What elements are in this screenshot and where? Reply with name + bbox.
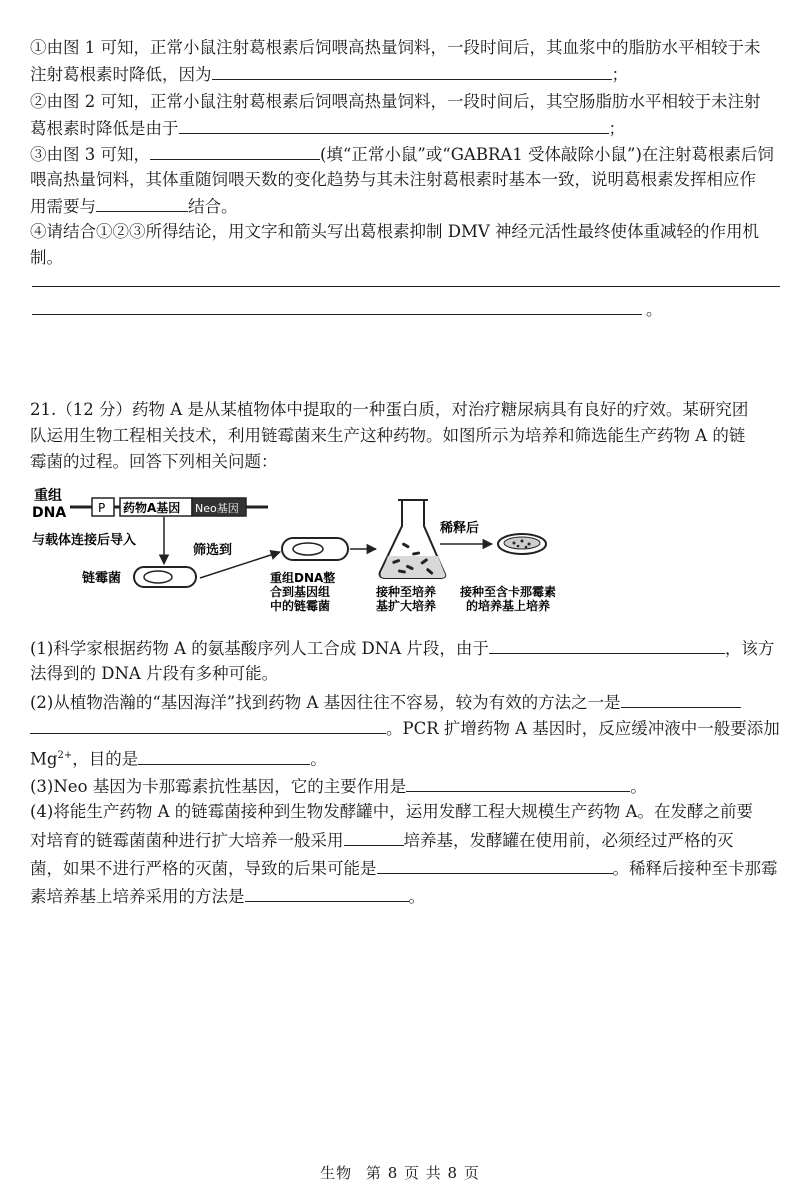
answer-blank[interactable] xyxy=(489,636,725,654)
answer-blank[interactable] xyxy=(621,690,741,708)
answer-blank[interactable] xyxy=(406,774,630,792)
q20-item4-line1: ④请结合①②③所得结论，用文字和箭头写出葛根素抑制 DMV 神经元活性最终使体重减轻的作用机 xyxy=(30,222,760,241)
recombinant-strain-label-2: 合到基因组 xyxy=(270,585,331,599)
q20-item3-line1: ③由图 3 可知， (填“正常小鼠”或“GABRA1 受体敲除小鼠”)在注射葛根素后饲 xyxy=(30,142,784,167)
q20-item2-line2: 葛根素时降低是由于 ； xyxy=(30,116,784,141)
q21-sub4-line3: 菌，如果不进行严格的灭菌，导致的后果可能是 。稀释后接种至卡那霉 xyxy=(30,856,784,881)
promoter-label: P xyxy=(98,501,106,515)
q21-sub3: (3)Neo 基因为卡那霉素抗性基因，它的主要作用是 。 xyxy=(30,774,784,799)
q21-intro-line2: 队运用生物工程相关技术，利用链霉菌来生产这种药物。如图所示为培养和筛选能生产药物 A 的链 xyxy=(30,426,746,445)
answer-blank[interactable] xyxy=(377,856,613,874)
q21-sub2-line1: (2)从植物浩瀚的“基因海洋”找到药物 A 基因往往不容易，较为有效的方法之一是 xyxy=(30,690,784,715)
recombinant-dna-label-2: DNA xyxy=(32,505,67,521)
q21-sub1-line1: (1)科学家根据药物 A 的氨基酸序列人工合成 DNA 片段，由于 ，该方 xyxy=(30,636,784,661)
q21-sub4-line2: 对培育的链霉菌菌种进行扩大培养一般采用 培养基，发酵罐在使用前，必须经过严格的灭 xyxy=(30,828,784,853)
neo-gene-label: Neo基因 xyxy=(195,502,239,515)
footer-page-number: 第 8 页 共 8 页 xyxy=(365,1164,480,1182)
dilute-label: 稀释后 xyxy=(440,521,480,536)
answer-blank[interactable] xyxy=(344,828,404,846)
answer-blank[interactable] xyxy=(245,884,409,902)
q20-item3-line3: 用需要与 结合。 xyxy=(30,194,784,219)
q20-item4-end: 。 xyxy=(646,300,663,319)
q21-intro-line3: 霉菌的过程。回答下列相关问题： xyxy=(30,452,278,471)
answer-blank[interactable] xyxy=(30,716,386,734)
q21-sub4-line1: (4)将能生产药物 A 的链霉菌接种到生物发酵罐中，运用发酵工程大规模生产药物 A。在发酵之前要 xyxy=(30,802,753,821)
q21-sub1-line2: 法得到的 DNA 片段有多种可能。 xyxy=(30,664,279,683)
recombinant-dna-label-1: 重组 xyxy=(34,488,62,504)
recombinant-strain-label-3: 中的链霉菌 xyxy=(270,599,331,613)
connect-label: 与载体连接后导入 xyxy=(32,533,137,548)
streptomyces-process-diagram xyxy=(30,486,650,616)
q21-sub4-line4: 素培养基上培养采用的方法是 。 xyxy=(30,884,784,909)
expand-culture-label-1: 接种至培养 xyxy=(376,585,437,599)
q20-item1-line1: ①由图 1 可知，正常小鼠注射葛根素后饲喂高热量饲料，一段时间后，其血浆中的脂肪水平相较于未 xyxy=(30,38,761,57)
kanamycin-culture-label-1: 接种至含卡那霉素 xyxy=(460,585,557,599)
q21-sub2-line2: 。PCR 扩增药物 A 基因时，反应缓冲液中一般要添加 xyxy=(30,716,784,741)
recombinant-cell-icon xyxy=(282,538,348,560)
q20-item3-line2: 喂高热量饲料，其体重随饲喂天数的变化趋势与其未注射葛根素时基本一致，说明葛根素发挥相应作 xyxy=(30,170,756,189)
screen-label: 筛选到 xyxy=(193,543,233,558)
page-footer xyxy=(0,1162,800,1183)
kanamycin-culture-label-2: 的培养基上培养 xyxy=(466,599,551,613)
q21-sub2-line3: $Mg^{2+}$，目的是 。 xyxy=(30,744,784,772)
streptomyces-label: 链霉菌 xyxy=(82,571,122,586)
q20-item2-line1: ②由图 2 可知，正常小鼠注射葛根素后饲喂高热量饲料，一段时间后，其空肠脂肪水平相较于未注射 xyxy=(30,92,761,111)
expand-culture-label-2: 基扩大培养 xyxy=(376,599,437,613)
answer-blank[interactable] xyxy=(179,116,609,134)
answer-blank[interactable] xyxy=(96,194,188,212)
q20-item4-line2: 制。 xyxy=(30,248,63,267)
q21-intro-line1: 21.（12 分）药物 A 是从某植物体中提取的一种蛋白质，对治疗糖尿病具有良好的疗效。某研究团 xyxy=(30,400,749,419)
gene-a-label: 药物A基因 xyxy=(123,501,181,515)
answer-blank[interactable] xyxy=(150,142,320,160)
q20-item1-line2: 注射葛根素时降低，因为 ； xyxy=(30,62,784,87)
recombinant-strain-label-1: 重组DNA整 xyxy=(270,571,336,585)
answer-line[interactable] xyxy=(32,286,780,287)
answer-blank[interactable] xyxy=(138,747,310,765)
answer-blank[interactable] xyxy=(212,62,612,80)
answer-line[interactable] xyxy=(32,314,642,315)
footer-subject: 生物 xyxy=(320,1164,353,1182)
